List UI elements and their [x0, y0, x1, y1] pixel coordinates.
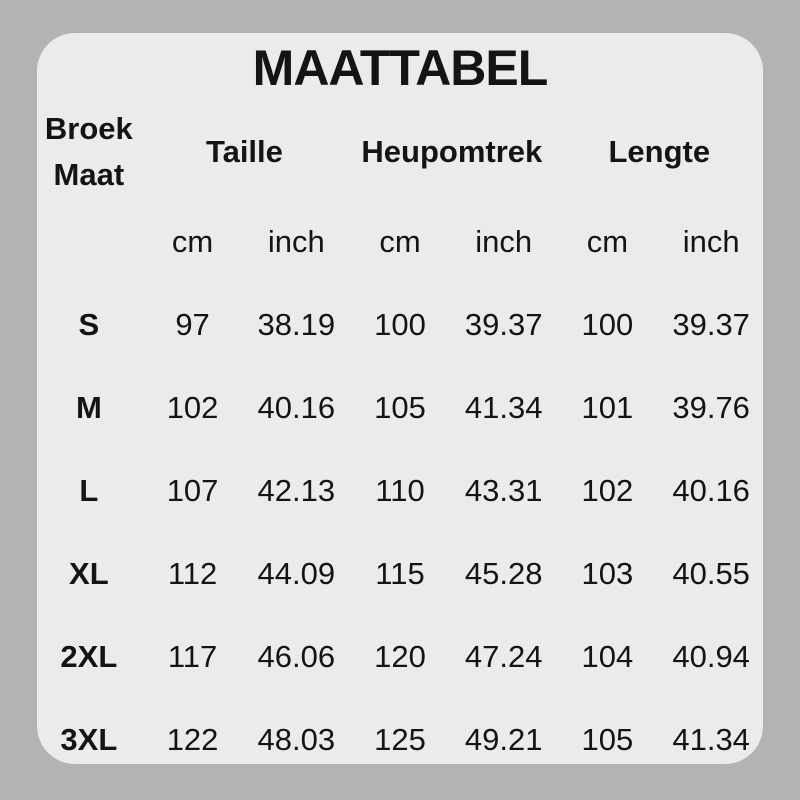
- table-cell: 49.21: [464, 721, 543, 757]
- table-cell: 47.24: [464, 638, 543, 674]
- size-table: [37, 103, 763, 764]
- table-cell: 112: [167, 555, 218, 591]
- column-header-waist: Taille: [205, 133, 283, 169]
- table-cell: 41.34: [672, 721, 750, 757]
- table-cell: 38.19: [257, 306, 336, 342]
- size-label: L: [79, 472, 99, 508]
- column-header-length: Lengte: [608, 133, 711, 169]
- table-cell: 120: [374, 638, 426, 674]
- table-cell: 40.94: [672, 638, 750, 674]
- table-cell: 125: [374, 721, 426, 757]
- table-cell: 115: [375, 555, 425, 591]
- unit-header: inch: [475, 223, 533, 259]
- unit-header: cm: [586, 223, 629, 259]
- table-cell: 117: [167, 638, 218, 674]
- table-cell: 107: [166, 472, 219, 508]
- column-header-size: [37, 103, 141, 200]
- table-cell: 44.09: [257, 555, 336, 591]
- table-cell: 45.28: [464, 555, 543, 591]
- page-title: MAATTABEL: [252, 40, 548, 96]
- table-cell: 103: [581, 555, 634, 591]
- table-cell: 43.31: [464, 472, 543, 508]
- table-cell: 102: [166, 389, 219, 425]
- unit-header: cm: [171, 223, 214, 259]
- table-cell: 104: [581, 638, 634, 674]
- column-header-hip: Heupomtrek: [361, 133, 543, 169]
- table-cell: 41.34: [464, 389, 543, 425]
- table-cell: 39.76: [672, 389, 750, 425]
- table-cell: 102: [581, 472, 634, 508]
- table-cell: 100: [581, 306, 634, 342]
- unit-header-empty: [37, 200, 141, 283]
- size-chart-card: [37, 33, 763, 764]
- unit-header: inch: [682, 223, 740, 259]
- column-header-size-line2: Maat: [53, 156, 125, 192]
- table-cell: 110: [375, 472, 425, 508]
- size-label: M: [75, 389, 102, 425]
- size-label: 3XL: [60, 721, 118, 757]
- table-cell: 100: [374, 306, 426, 342]
- table-cell: 40.55: [672, 555, 750, 591]
- table-cell: 105: [374, 389, 426, 425]
- table-cell: 40.16: [672, 472, 750, 508]
- table-cell: 40.16: [257, 389, 336, 425]
- size-chart-title-row: [37, 33, 763, 103]
- table-cell: 101: [581, 389, 634, 425]
- size-label: 2XL: [60, 638, 118, 674]
- unit-header: cm: [379, 223, 421, 259]
- table-cell: 46.06: [257, 638, 336, 674]
- size-label: S: [78, 306, 100, 342]
- unit-header: inch: [267, 223, 325, 259]
- table-cell: 39.37: [672, 306, 750, 342]
- table-cell: 97: [175, 306, 210, 342]
- table-cell: 105: [581, 721, 634, 757]
- size-label: XL: [69, 555, 109, 591]
- table-cell: 42.13: [257, 472, 336, 508]
- table-cell: 48.03: [257, 721, 336, 757]
- table-cell: 39.37: [464, 306, 543, 342]
- column-header-size-line1: Broek: [44, 110, 133, 146]
- table-cell: 122: [166, 721, 219, 757]
